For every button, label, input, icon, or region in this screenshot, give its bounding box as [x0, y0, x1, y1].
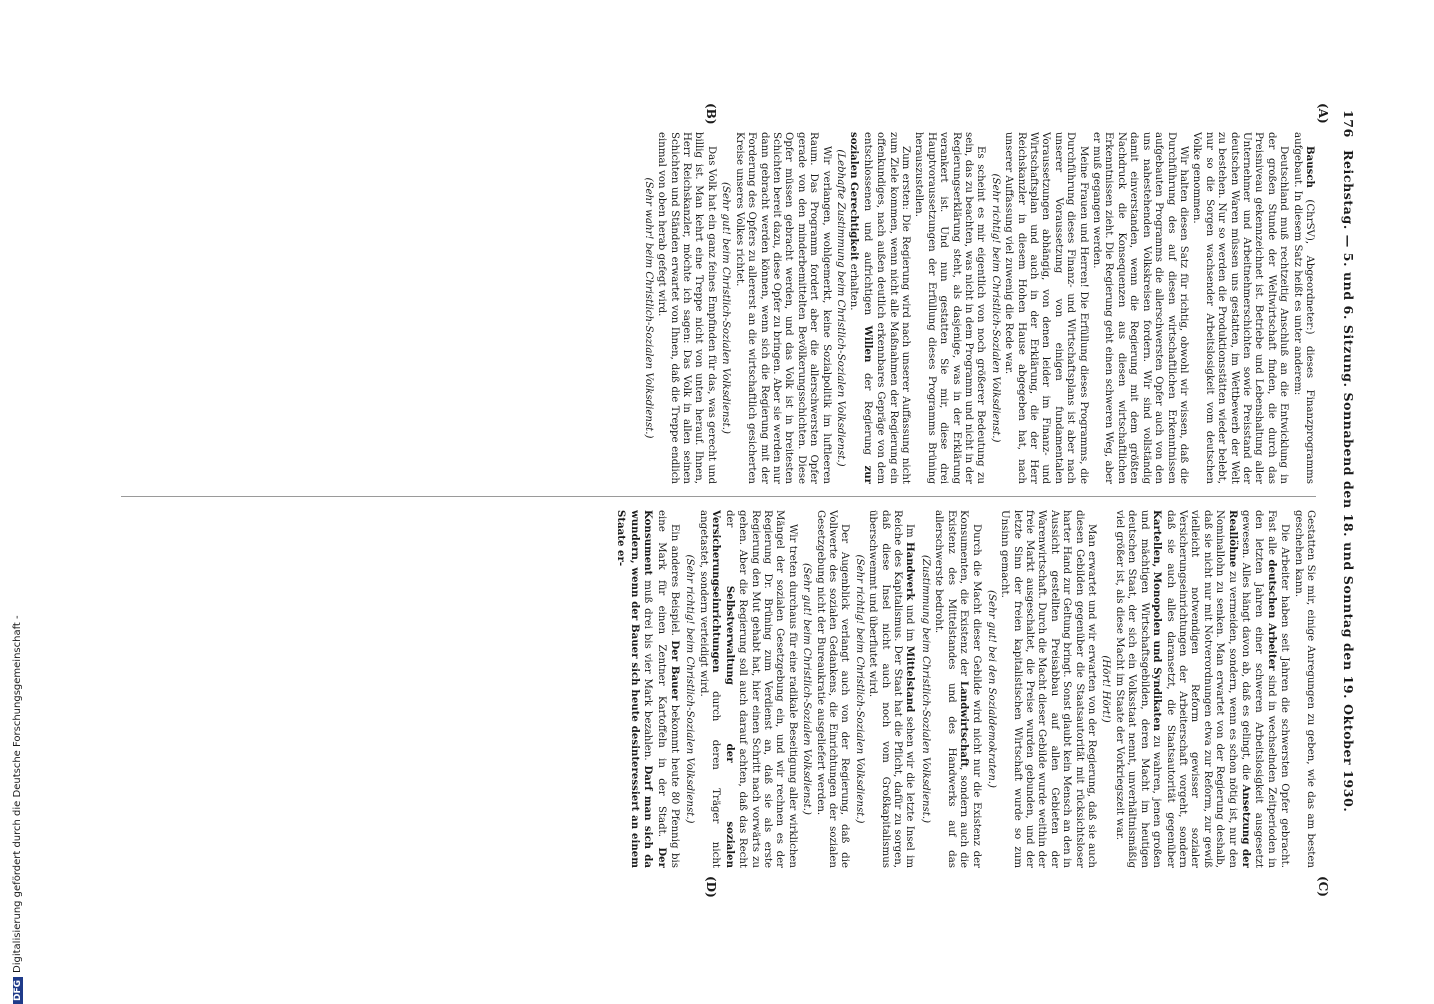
page-number: 176 — [1341, 110, 1356, 138]
interjection: (Zustimmung beim Christlich-Sozialen Volksdienst.) — [919, 554, 931, 824]
digitization-credit: Digitalisierung gefördert durch die Deutsche Forschungsgemeinschaft - — [12, 615, 23, 973]
paragraph: Bausch (ChrSV), Abgeordneter:) dieses Finanzprogramms aufgebaut. In diesem Satz heißt es unter anderem: — [1291, 132, 1316, 484]
paragraph: Man erwartet und wir erwarten von der Regierung, daß sie auch diesen Gebilden gegenüber die Staatsautorität mit rücksichtsloser harter Hand zur Geltung bringt. Sonst glaubt kein Mensch an den in Aussicht gestellten Preisabbau auf allen Gebieten der Warenwirtschaft. Durch die Macht dieser Gebilde wurde weithin der freie Markt ausgeschaltet, die Preise wurden gebunden, und der letzte Sinn der freien kapitalistischen Wirtschaft wurde so zum Unsinn gemacht. — [999, 510, 1098, 868]
right-text-column — [121, 510, 1316, 868]
column-divider — [121, 496, 1316, 497]
paragraph: Die Arbeiter haben seit Jahren die schwersten Opfer gebracht. Fast alle deutschen Arbeiter sind in wechselnden Zeitperioden in den letzten Jahren einer schweren Arbeitslosigkeit ausgesetzt gewesen. Alles hängt davon ab, daß es gelingt, die Ansetzung der Reallöhne zu vermeiden, sondern, wenn es schon nötig ist, nur den Nominallohn zu senken. Man erwartet von der Regierung deshalb, daß sie nicht nur mit Notverordnungen etwa zur Reform, zur gewiß vielleicht notwendigen Reform gewisser sozialer Versicherungseinrichtungen der Arbeiterschaft vorgeht, sondern daß sie auch alles daransetzt, die Staatsautorität gegenüber Kartellen, Monopolen und Syndikaten zu wahren, jenen großen und mächtigen Wirtschaftsgebilden, deren Macht im heutigen deutschen Staat, der sich ein Volksstaat nennt, unverhältnismäßig viel größer ist, als diese Macht im Staate der Vorkriegszeit war. — [1113, 510, 1291, 868]
digitization-sidenote — [12, 615, 23, 1004]
page-header-title: Reichstag. — 5. und 6. Sitzung. Sonnabend den 18. und Sonntag den 19. Oktober 1930. — [1341, 150, 1356, 813]
margin-marker-b: (B) — [704, 103, 718, 125]
interjection: (Sehr richtig! beim Christlich-Sozialen Volksdienst.) — [989, 173, 1001, 443]
interjection: (Sehr gut! bei den Sozialdemokraten.) — [985, 590, 997, 788]
interjection: (Sehr gut! beim Christlich-Sozialen Volksdienst.) — [801, 563, 813, 815]
paragraph: Deutschland muß rechtzeitig Anschluß an die Entwicklung in der großen Stunde der Weltwirtschaft finden, die durch das Preisniveau gekennzeichnet ist. Betriebe und Lebenshaltung aller Unternehmer und Arbeitnehmerschichten sowie Preisstand der deutschen Waren müssen uns gestatten, im Wettbewerb der Welt zu bestehen. Nur so werden die Produktionsstätten wieder belebt, nur so die Sorgen wachsender Arbeitslosigkeit vom deutschen Volke genommen. — [1191, 132, 1290, 484]
dfg-logo-icon: DFG — [13, 977, 23, 1004]
paragraph: Wir treten durchaus für eine radikale Beseitigung aller wirklichen Mängel der sozialen Gesetzgebung ein, und wir rechnen es der Regierung Dr. Brüning zum Verdienst an, daß sie als erste Regierung den Mut gehabt hat, hier einen Schritt nach vorwärts zu gehen. Aber die Regierung soll auch darauf achten, daß das Recht der Selbstverwaltung der sozialen Versicherungseinrichtungen durch deren Träger nicht angetastet, sondern verteidigt wird. — [697, 510, 798, 868]
paragraph: Der Augenblick verlangt auch von der Regierung, daß die Vollwerte des sozialen Gedankens, die Einrichtungen der sozialen Gesetzgebung nicht der Bureaukratie ausgeliefert werden. — [814, 510, 851, 868]
interjection: (Sehr wahr! beim Christlich-Sozialen Volksdienst.) — [642, 177, 654, 439]
interjection: (Lebhafte Zustimmung beim Christlich-Sozialen Volksdienst.) — [834, 149, 846, 467]
interjection: (Hört! Hört!) — [1100, 655, 1112, 723]
margin-marker-c: (C) — [1316, 876, 1330, 897]
paragraph: Gestatten Sie mir, einige Anregungen zu geben, wie das am besten geschehen kann. — [1292, 510, 1316, 868]
paragraph: Zum ersten: Die Regierung wird nach unserer Auffassung nicht zum Ziele kommen, wenn nicht alle Maßnahmen der Regierung ein offenkundiges, nach außen deutlich erkennbares Gepräge von dem entschlossenen und aufrichtigen Willen der Regierung zur sozialen Gerechtigkeit erhalten. — [848, 132, 911, 484]
interjection: (Sehr richtig! beim Christlich-Sozialen Volksdienst.) — [684, 554, 696, 824]
paragraph: Im Handwerk und im Mittelstand sehen wir die letzte Insel im Reiche des Kapitalismus. Der Staat hat die Pflicht, dafür zu sorgen, daß diese Insel nicht auch noch vom Großkapitalismus überschwemmt und überflutet wird. — [867, 510, 917, 868]
paragraph: Meine Frauen und Herren! Die Erfüllung dieses Programms, die Durchführung dieses Finanz- und Wirtschaftsplans ist aber nach unserer Voraussetzung von einigen fundamentalen Voraussetzungen abhängig, von denen leider im Finanz- und Wirtschaftsplan und auch in der Erklärung, die der Herr Reichskanzler in diesem Hohen Hause abgegeben hat, nach unserer Auffassung viel zuwenig die Rede war. — [1003, 132, 1089, 484]
paragraph: Wir halten diesen Satz für richtig, obwohl wir wissen, daß die Durchführung des auf diesen wirtschaftlichen Erkenntnissen aufgebauten Programms die allerschwersten Opfer auch von den uns nahestehenden Volkskreisen fordern. Wir sind vollständig damit einverstanden, wenn die Regierung mit dem größten Nachdruck die Konsequenzen aus diesen wirtschaftlichen Erkenntnissen zieht. Die Regierung geht einen schweren Weg, aber er muß gegangen werden. — [1091, 132, 1189, 484]
paragraph: Ein anderes Beispiel. Der Bauer bekommt heute 80 Pfennig bis eine Mark für einen Zentner Kartoffeln in der Stadt. Der Konsument muß drei bis vier Mark bezahlen. Darf man sich da wundern, wenn der Bauer sich heute desinteressiert an einem Staate er- — [615, 510, 682, 868]
page-header — [1334, 110, 1356, 890]
paragraph: Wir verlangen, wohlgemerkt, keine Sozialpolitik im luftleeren Raum. Das Programm fordert aber die allerschwersten Opfer gerade von den minderbemittelten Bevölkerungsschichten. Diese Opfer müssen gebracht werden, und das Volk ist in breitesten Schichten bereit dazu, diese Opfer zu bringen. Aber sie werden nur dann gebracht werden können, wenn sich die Regierung mit der Forderung des Opfers zu allererst an die wirtschaftlich gesicherten Kreise unseres Volkes richtet. — [733, 132, 832, 484]
left-text-column — [121, 132, 1316, 484]
paragraph: Durch die Macht dieser Gebilde wird nicht nur die Existenz der Konsumenten, die Existenz der Landwirtschaft, sondern auch die Existenz des Mittelstandes und des Handwerks auf das allerschwerste bedroht. — [933, 510, 983, 868]
margin-marker-d: (D) — [704, 876, 718, 898]
paragraph: Es scheint es mir eigentlich von noch größerer Bedeutung zu sein, das zu beachten, was nicht in dem Programm und nicht in der Regierungserklärung steht, als dasjenige, was in der Erklärung verankert ist. Und nun gestatten Sie mir, diese drei Hauptvoraussetzungen der Erfüllung dieses Programms Brüning herauszustellen. — [913, 132, 987, 484]
paragraph: Das Volk hat ein ganz feines Empfinden für das, was gerecht und billig ist. Man kehrt eine Treppe nicht von unten herauf. Ihnen, Herr Reichskanzler, möchte ich sagen: Das Volk in allen seinen Schichten und Ständen erwartet von Ihnen, daß die Treppe endlich einmal von oben herab gefegt wird. — [656, 132, 717, 484]
margin-marker-a: (A) — [1316, 103, 1330, 124]
interjection: (Sehr richtig! beim Christlich-Sozialen Volksdienst.) — [853, 554, 865, 824]
interjection: (Sehr gut! beim Christlich-Sozialen Volksdienst.) — [720, 182, 732, 434]
